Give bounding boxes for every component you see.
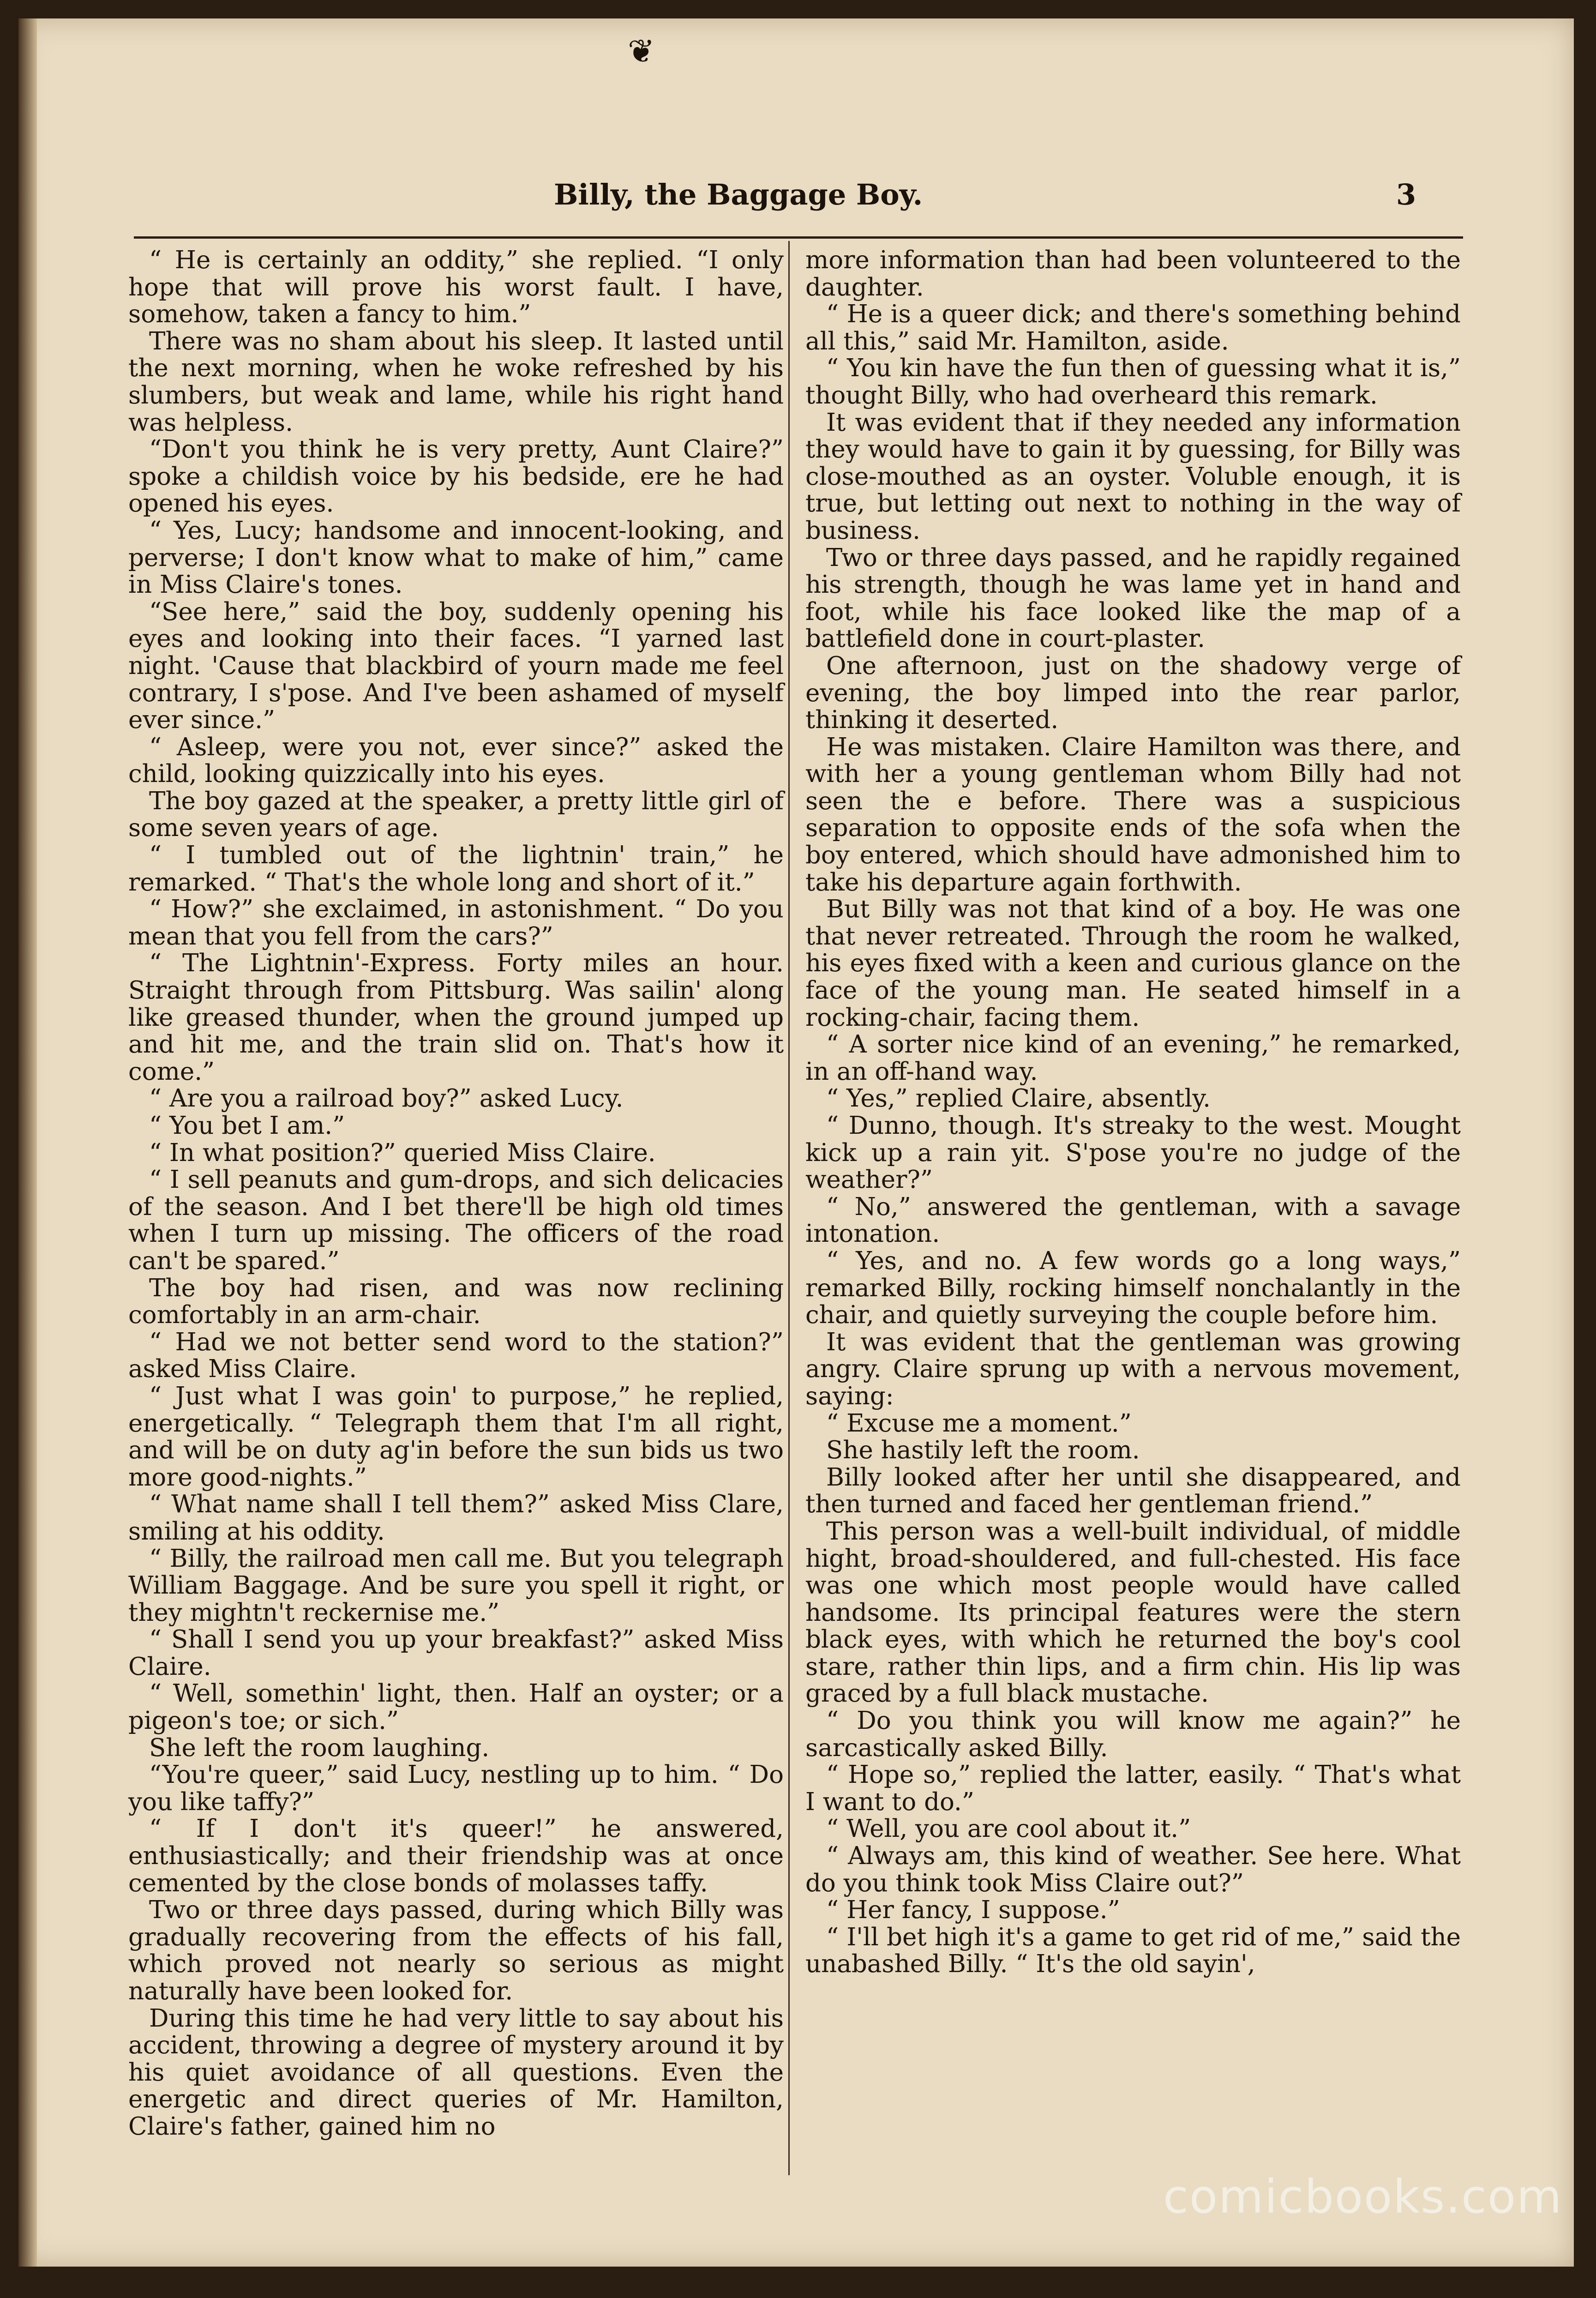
paragraph: Two or three days passed, and he rapidly regained his strength, though he was lame yet in hand and foot, while his face looked like the map of a battlefield done in court-plaster. xyxy=(805,543,1461,653)
header-rule xyxy=(134,236,1463,239)
paragraph: “ You bet I am.” xyxy=(149,1112,345,1140)
paragraph: “ Yes, Lucy; handsome and innocent-looking, and perverse; I don't know what to make of him,” came in Miss Claire's tones. xyxy=(128,516,784,599)
paragraph: Billy looked after her until she disappeared, and then turned and faced her gentleman friend.” xyxy=(805,1463,1461,1519)
paragraph: “ The Lightnin'-Express. Forty miles an hour. Straight through from Pittsburg. Was sailin' along like greased thunder, when the ground jumped up and hit me, and the train slid on. That's how it come.” xyxy=(128,949,784,1086)
paragraph: He was mistaken. Claire Hamilton was there, and with her a young gentleman whom Billy had not seen the e before. There was a suspicious separation to opposite ends of the sofa when the boy entered, which should have admonished him to take his departure again forthwith. xyxy=(805,733,1461,896)
paragraph: “ Just what I was goin' to purpose,” he replied, energetically. “ Telegraph them that I'm all right, and will be on duty ag'in before the sun bids us two more good-nights.” xyxy=(128,1382,784,1492)
running-title: Billy, the Baggage Boy. xyxy=(554,178,923,211)
paragraph: One afternoon, just on the shadowy verge of evening, the boy limped into the rear parlor, thinking it deserted. xyxy=(805,651,1461,734)
page-spine-edge xyxy=(18,18,37,2267)
paragraph: But Billy was not that kind of a boy. He was one that never retreated. Through the room he walked, his eyes fixed with a keen and curious glance on the face of the young man. He seated himself in a rocking-chair, facing them. xyxy=(805,895,1461,1032)
paragraph: The boy gazed at the speaker, a pretty little girl of some seven years of age. xyxy=(128,787,784,842)
watermark: comicbooks.com xyxy=(1163,2170,1563,2224)
paragraph: “ I sell peanuts and gum-drops, and sich delicacies of the season. And I bet there'll be high old times when I turn up missing. The officers of the road can't be spared.” xyxy=(128,1166,784,1275)
paragraph: more information than had been volunteered to the daughter. xyxy=(805,246,1461,301)
right-column xyxy=(805,247,1461,1978)
paragraph: During this time he had very little to say about his accident, throwing a degree of mystery around it by his quiet avoidance of all questions. Even the energetic and direct queries of Mr. Hamilton, Claire's father, gained him no xyxy=(128,2004,784,2141)
paragraph: This person was a well-built individual, of middle hight, broad-shouldered, and full-chested. His face was one which most people would have called handsome. Its principal features were the stern black eyes, with which he returned the boy's cool stare, rather thin lips, and a firm chin. His lip was graced by a full black mustache. xyxy=(805,1517,1461,1708)
paragraph: She left the room laughing. xyxy=(149,1733,490,1762)
paragraph: “ Had we not better send word to the station?” asked Miss Claire. xyxy=(128,1328,784,1384)
paragraph: “ He is a queer dick; and there's something behind all this,” said Mr. Hamilton, aside. xyxy=(805,300,1461,355)
paragraph: There was no sham about his sleep. It lasted until the next morning, when he woke refreshed by his slumbers, but weak and lame, while his right hand was helpless. xyxy=(128,327,784,437)
paragraph: “ Billy, the railroad men call me. But you telegraph William Baggage. And be sure you spell it right, or they mightn't reckernise me.” xyxy=(128,1544,784,1627)
paragraph: “ If I don't it's queer!” he answered, enthusiastically; and their friendship was at once cemented by the close bonds of molasses taffy. xyxy=(128,1815,784,1897)
paragraph: The boy had risen, and was now reclining comfortably in an arm-chair. xyxy=(128,1274,784,1329)
paragraph: “ I tumbled out of the lightnin' train,” he remarked. “ That's the whole long and short of it.” xyxy=(128,841,784,896)
paragraph: “ Do you think you will know me again?” he sarcastically asked Billy. xyxy=(805,1707,1461,1762)
paragraph: “ A sorter nice kind of an evening,” he remarked, in an off-hand way. xyxy=(805,1030,1461,1086)
paragraph: “ No,” answered the gentleman, with a savage intonation. xyxy=(805,1192,1461,1248)
paragraph: “ Her fancy, I suppose.” xyxy=(826,1896,1120,1925)
paragraph: Two or three days passed, during which Billy was gradually recovering from the effects of his fall, which proved not nearly so serious as might naturally have been looked for. xyxy=(128,1896,784,2005)
book-page xyxy=(18,18,1574,2267)
paragraph: “ He is certainly an oddity,” she replied. “I only hope that will prove his worst fault. I have, somehow, taken a fancy to him.” xyxy=(128,246,784,329)
paragraph: “ Always am, this kind of weather. See here. What do you think took Miss Claire out?” xyxy=(805,1842,1461,1897)
paragraph: “ Dunno, though. It's streaky to the west. Mought kick up a rain yit. S'pose you're no judge of the weather?” xyxy=(805,1112,1461,1194)
paragraph: “ What name shall I tell them?” asked Miss Clare, smiling at his oddity. xyxy=(128,1490,784,1546)
paragraph: She hastily left the room. xyxy=(826,1436,1140,1465)
paragraph: “ Well, somethin' light, then. Half an oyster; or a pigeon's toe; or sich.” xyxy=(128,1679,784,1735)
paragraph: It was evident that if they needed any information they would have to gain it by guessing, for Billy was close-mouthed as an oyster. Voluble enough, it is true, but letting out next to nothing in the way of business. xyxy=(805,408,1461,545)
paragraph: “See here,” said the boy, suddenly opening his eyes and looking into their faces. “I yarned last night. 'Cause that blackbird of yourn made me feel contrary, I s'pose. And I've been ashamed of myself ever since.” xyxy=(128,597,784,734)
column-divider xyxy=(788,241,790,2175)
paragraph: “ Are you a railroad boy?” asked Lucy. xyxy=(149,1084,624,1113)
paragraph: “ Hope so,” replied the latter, easily. “ That's what I want to do.” xyxy=(805,1761,1461,1816)
top-ornament-icon: ❦ xyxy=(628,32,655,70)
paragraph: “ I'll bet high it's a game to get rid of me,” said the unabashed Billy. “ It's the old sayin', xyxy=(805,1923,1461,1979)
paragraph: “ Yes, and no. A few words go a long ways,” remarked Billy, rocking himself nonchalantly in the chair, and quietly surveying the couple before him. xyxy=(805,1246,1461,1329)
paragraph: “You're queer,” said Lucy, nestling up to him. “ Do you like taffy?” xyxy=(128,1761,784,1816)
paragraph: “ Shall I send you up your breakfast?” asked Miss Claire. xyxy=(128,1625,784,1681)
paragraph: “ Excuse me a moment.” xyxy=(826,1409,1132,1438)
paragraph: “ In what position?” queried Miss Claire. xyxy=(149,1138,656,1167)
left-column xyxy=(128,247,784,2141)
paragraph: It was evident that the gentleman was growing angry. Claire sprung up with a nervous movement, saying: xyxy=(805,1328,1461,1410)
page-number: 3 xyxy=(1396,178,1416,211)
paragraph: “ Asleep, were you not, ever since?” asked the child, looking quizzically into his eyes. xyxy=(128,733,784,788)
paragraph: “ Well, you are cool about it.” xyxy=(826,1815,1191,1843)
page-header xyxy=(18,178,1574,229)
paragraph: “Don't you think he is very pretty, Aunt Claire?” spoke a childish voice by his bedside, ere he had opened his eyes. xyxy=(128,435,784,518)
paragraph: “ How?” she exclaimed, in astonishment. “ Do you mean that you fell from the cars?” xyxy=(128,895,784,950)
paragraph: “ You kin have the fun then of guessing what it is,” thought Billy, who had overheard this remark. xyxy=(805,354,1461,409)
paragraph: “ Yes,” replied Claire, absently. xyxy=(826,1084,1211,1113)
